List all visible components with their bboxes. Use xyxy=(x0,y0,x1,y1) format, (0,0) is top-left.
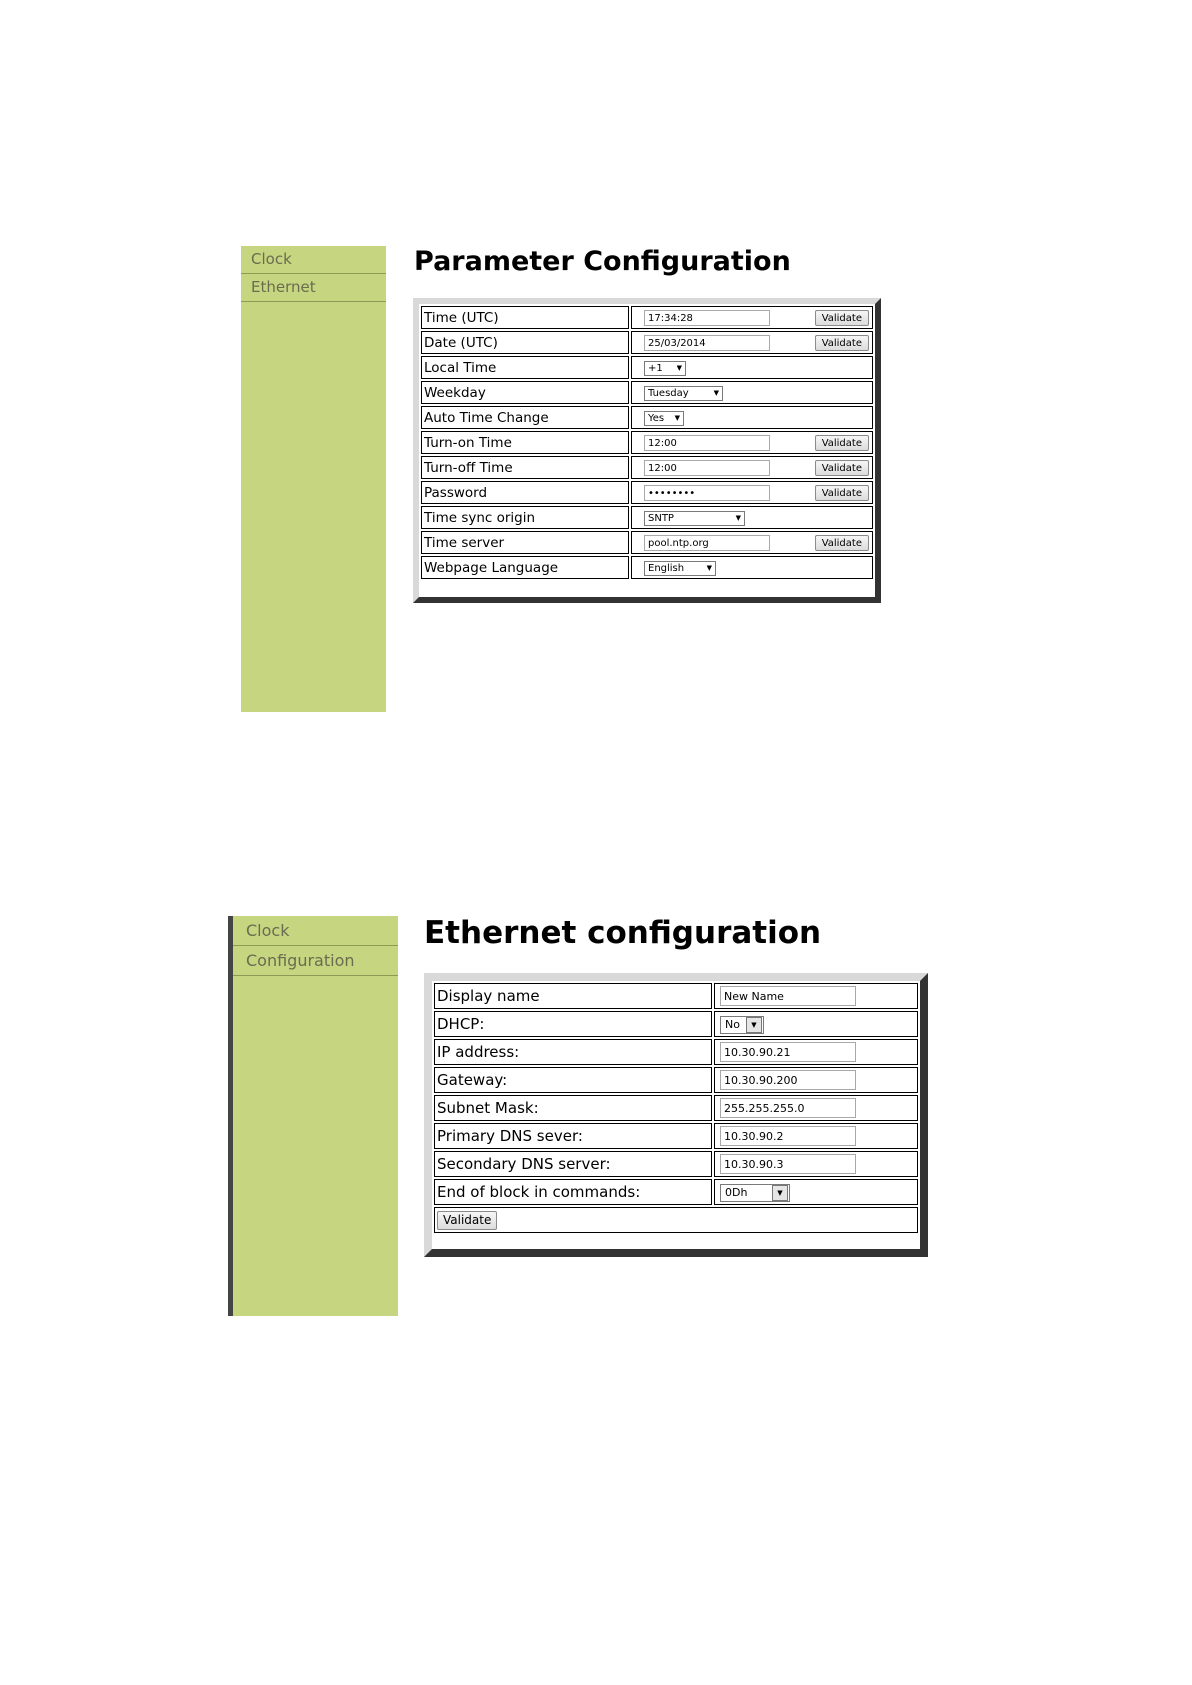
weekday-value: Tuesday xyxy=(648,388,689,399)
secondary-dns-input[interactable]: 10.30.90.3 xyxy=(720,1154,856,1174)
chevron-down-icon: ▼ xyxy=(674,414,680,422)
dhcp-select[interactable] xyxy=(720,1016,764,1034)
nav-item-clock[interactable]: Clock xyxy=(241,246,386,274)
time-sync-origin-select[interactable] xyxy=(644,511,745,526)
password-input[interactable]: •••••••• xyxy=(644,485,770,501)
validate-cell xyxy=(434,1207,918,1233)
gateway-label: Gateway: xyxy=(434,1067,712,1093)
table-row xyxy=(434,1151,918,1177)
primary-dns-input[interactable]: 10.30.90.2 xyxy=(720,1126,856,1146)
table-row xyxy=(434,1207,918,1233)
password-label: Password xyxy=(421,481,629,504)
validate-ethernet-button[interactable]: Validate xyxy=(437,1211,497,1230)
table-row xyxy=(421,381,873,404)
display-name-input[interactable]: New Name xyxy=(720,986,856,1006)
time-utc-input[interactable]: 17:34:28 xyxy=(644,310,770,326)
chevron-down-icon: ▼ xyxy=(713,389,719,397)
local-time-label: Local Time xyxy=(421,356,629,379)
subnet-mask-label: Subnet Mask: xyxy=(434,1095,712,1121)
table-row xyxy=(434,1179,918,1205)
ethernet-config-table xyxy=(432,981,920,1235)
table-row xyxy=(434,1039,918,1065)
page-title-parameter-configuration: Parameter Configuration xyxy=(414,246,791,277)
table-row xyxy=(421,406,873,429)
table-row xyxy=(434,1067,918,1093)
parameter-config-table-frame xyxy=(413,298,881,603)
turn-off-time-label: Turn-off Time xyxy=(421,456,629,479)
auto-time-change-select[interactable] xyxy=(644,411,684,426)
validate-turn-on-button[interactable]: Validate xyxy=(815,435,869,451)
table-row xyxy=(421,456,873,479)
chevron-down-icon: ▼ xyxy=(706,564,712,572)
turn-on-time-label: Turn-on Time xyxy=(421,431,629,454)
ip-address-label: IP address: xyxy=(434,1039,712,1065)
auto-time-change-label: Auto Time Change xyxy=(421,406,629,429)
secondary-dns-label: Secondary DNS server: xyxy=(434,1151,712,1177)
weekday-select[interactable] xyxy=(644,386,723,401)
validate-time-server-button[interactable]: Validate xyxy=(815,535,869,551)
table-row xyxy=(434,1011,918,1037)
page-title-ethernet-configuration: Ethernet configuration xyxy=(424,915,822,951)
dhcp-label: DHCP: xyxy=(434,1011,712,1037)
sidebar-clock-page xyxy=(241,246,386,712)
auto-time-change-value: Yes xyxy=(648,413,665,424)
gateway-input[interactable]: 10.30.90.200 xyxy=(720,1070,856,1090)
ethernet-config-table-frame xyxy=(424,973,928,1257)
local-time-select[interactable] xyxy=(644,361,686,376)
webpage-language-select[interactable] xyxy=(644,561,716,576)
nav-item-clock[interactable]: Clock xyxy=(233,916,398,946)
subnet-mask-input[interactable]: 255.255.255.0 xyxy=(720,1098,856,1118)
chevron-down-icon: ▼ xyxy=(676,364,682,372)
time-sync-origin-value: SNTP xyxy=(648,513,674,524)
table-row xyxy=(434,1123,918,1149)
time-utc-label: Time (UTC) xyxy=(421,306,629,329)
table-row xyxy=(421,331,873,354)
validate-turn-off-button[interactable]: Validate xyxy=(815,460,869,476)
local-time-value: +1 xyxy=(648,363,663,374)
display-name-label: Display name xyxy=(434,983,712,1009)
end-of-block-select[interactable] xyxy=(720,1184,790,1202)
webpage-language-value: English xyxy=(648,563,685,574)
webpage-language-label: Webpage Language xyxy=(421,556,629,579)
table-row xyxy=(421,506,873,529)
table-row xyxy=(434,1095,918,1121)
date-utc-input[interactable]: 25/03/2014 xyxy=(644,335,770,351)
turn-on-time-input[interactable]: 12:00 xyxy=(644,435,770,451)
date-utc-label: Date (UTC) xyxy=(421,331,629,354)
table-row xyxy=(421,531,873,554)
nav-item-ethernet[interactable]: Ethernet xyxy=(241,274,386,302)
table-row xyxy=(421,556,873,579)
validate-password-button[interactable]: Validate xyxy=(815,485,869,501)
validate-date-button[interactable]: Validate xyxy=(815,335,869,351)
nav-item-configuration[interactable]: Configuration xyxy=(233,946,398,976)
chevron-down-icon: ▼ xyxy=(746,1017,762,1033)
primary-dns-label: Primary DNS sever: xyxy=(434,1123,712,1149)
table-row xyxy=(421,481,873,504)
chevron-down-icon: ▼ xyxy=(772,1185,788,1201)
validate-time-button[interactable]: Validate xyxy=(815,310,869,326)
time-sync-origin-label: Time sync origin xyxy=(421,506,629,529)
ip-address-input[interactable]: 10.30.90.21 xyxy=(720,1042,856,1062)
turn-off-time-input[interactable]: 12:00 xyxy=(644,460,770,476)
end-of-block-value: 0Dh xyxy=(725,1186,748,1200)
time-server-input[interactable]: pool.ntp.org xyxy=(644,535,770,551)
end-of-block-label: End of block in commands: xyxy=(434,1179,712,1205)
sidebar-ethernet-page xyxy=(228,916,398,1316)
dhcp-value: No xyxy=(725,1018,740,1032)
table-row xyxy=(421,356,873,379)
weekday-label: Weekday xyxy=(421,381,629,404)
table-row xyxy=(434,983,918,1009)
chevron-down-icon: ▼ xyxy=(735,514,741,522)
parameter-config-table xyxy=(419,304,875,581)
time-server-label: Time server xyxy=(421,531,629,554)
table-row xyxy=(421,306,873,329)
table-row xyxy=(421,431,873,454)
